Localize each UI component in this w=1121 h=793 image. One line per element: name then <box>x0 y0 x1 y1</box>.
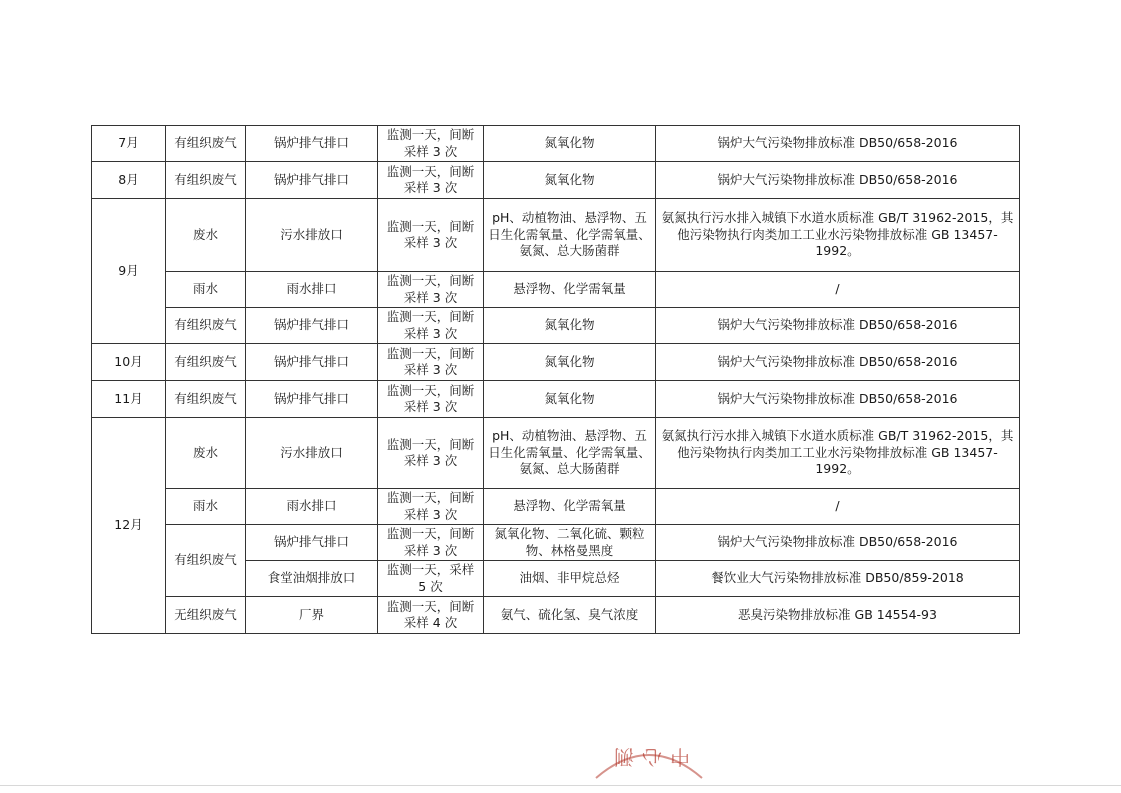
point-cell: 雨水排口 <box>246 272 378 308</box>
standard-cell: 锅炉大气污染物排放标准 DB50/658-2016 <box>656 381 1020 418</box>
frequency-cell: 监测一天，间断采样 3 次 <box>378 489 484 525</box>
category-cell: 废水 <box>166 418 246 489</box>
table-row <box>92 162 1020 199</box>
items-cell: 氮氧化物 <box>484 308 656 344</box>
category-cell: 有组织废气 <box>166 162 246 199</box>
standard-cell: / <box>656 272 1020 308</box>
standard-cell: 恶臭污染物排放标准 GB 14554-93 <box>656 597 1020 634</box>
table-row <box>92 418 1020 489</box>
frequency-cell: 监测一天，间断采样 3 次 <box>378 162 484 199</box>
point-cell: 厂界 <box>246 597 378 634</box>
table-row <box>92 344 1020 381</box>
seal-text: 中心测 <box>606 745 690 769</box>
standard-cell: 锅炉大气污染物排放标准 DB50/658-2016 <box>656 126 1020 162</box>
point-cell: 食堂油烟排放口 <box>246 561 378 597</box>
standard-cell: / <box>656 489 1020 525</box>
frequency-cell: 监测一天，间断采样 3 次 <box>378 381 484 418</box>
table-row <box>92 597 1020 634</box>
category-cell: 无组织废气 <box>166 597 246 634</box>
category-cell: 废水 <box>166 199 246 272</box>
items-cell: pH、动植物油、悬浮物、五日生化需氧量、化学需氧量、氨氮、总大肠菌群 <box>484 199 656 272</box>
point-cell: 锅炉排气排口 <box>246 344 378 381</box>
category-cell: 雨水 <box>166 272 246 308</box>
point-cell: 污水排放口 <box>246 199 378 272</box>
frequency-cell: 监测一天，采样 5 次 <box>378 561 484 597</box>
items-cell: 油烟、非甲烷总烃 <box>484 561 656 597</box>
standard-cell: 锅炉大气污染物排放标准 DB50/658-2016 <box>656 525 1020 561</box>
point-cell: 锅炉排气排口 <box>246 525 378 561</box>
frequency-cell: 监测一天，间断采样 3 次 <box>378 199 484 272</box>
items-cell: pH、动植物油、悬浮物、五日生化需氧量、化学需氧量、氨氮、总大肠菌群 <box>484 418 656 489</box>
category-cell: 雨水 <box>166 489 246 525</box>
table-row <box>92 308 1020 344</box>
category-cell: 有组织废气 <box>166 344 246 381</box>
items-cell: 氮氧化物 <box>484 344 656 381</box>
items-cell: 氮氧化物 <box>484 162 656 199</box>
frequency-cell: 监测一天，间断采样 3 次 <box>378 308 484 344</box>
seal-stamp <box>590 738 708 780</box>
frequency-cell: 监测一天，间断采样 3 次 <box>378 344 484 381</box>
standard-cell: 氨氮执行污水排入城镇下水道水质标准 GB/T 31962-2015，其他污染物执行肉类加工工业水污染物排放标准 GB 13457-1992。 <box>656 199 1020 272</box>
standard-cell: 锅炉大气污染物排放标准 DB50/658-2016 <box>656 344 1020 381</box>
category-cell: 有组织废气 <box>166 381 246 418</box>
table-row <box>92 489 1020 525</box>
point-cell: 锅炉排气排口 <box>246 162 378 199</box>
table-row <box>92 126 1020 162</box>
standard-cell: 锅炉大气污染物排放标准 DB50/658-2016 <box>656 308 1020 344</box>
monitoring-plan-table <box>91 125 1020 634</box>
items-cell: 氮氧化物、二氧化硫、颗粒物、林格曼黑度 <box>484 525 656 561</box>
point-cell: 锅炉排气排口 <box>246 308 378 344</box>
point-cell: 污水排放口 <box>246 418 378 489</box>
frequency-cell: 监测一天，间断采样 3 次 <box>378 126 484 162</box>
category-cell: 有组织废气 <box>166 308 246 344</box>
frequency-cell: 监测一天，间断采样 3 次 <box>378 525 484 561</box>
frequency-cell: 监测一天，间断采样 3 次 <box>378 418 484 489</box>
frequency-cell: 监测一天，间断采样 4 次 <box>378 597 484 634</box>
table-row <box>92 199 1020 272</box>
items-cell: 氮氧化物 <box>484 126 656 162</box>
point-cell: 锅炉排气排口 <box>246 381 378 418</box>
month-cell: 12月 <box>92 418 166 634</box>
frequency-cell: 监测一天，间断采样 3 次 <box>378 272 484 308</box>
table-row <box>92 381 1020 418</box>
month-cell: 11月 <box>92 381 166 418</box>
table-row <box>92 525 1020 561</box>
page-bottom-divider <box>0 785 1121 786</box>
table-row <box>92 272 1020 308</box>
point-cell: 锅炉排气排口 <box>246 126 378 162</box>
standard-cell: 餐饮业大气污染物排放标准 DB50/859-2018 <box>656 561 1020 597</box>
items-cell: 氮氧化物 <box>484 381 656 418</box>
standard-cell: 氨氮执行污水排入城镇下水道水质标准 GB/T 31962-2015，其他污染物执行肉类加工工业水污染物排放标准 GB 13457-1992。 <box>656 418 1020 489</box>
items-cell: 悬浮物、化学需氧量 <box>484 272 656 308</box>
category-cell: 有组织废气 <box>166 126 246 162</box>
month-cell: 7月 <box>92 126 166 162</box>
month-cell: 8月 <box>92 162 166 199</box>
items-cell: 悬浮物、化学需氧量 <box>484 489 656 525</box>
month-cell: 10月 <box>92 344 166 381</box>
standard-cell: 锅炉大气污染物排放标准 DB50/658-2016 <box>656 162 1020 199</box>
category-cell: 有组织废气 <box>166 525 246 597</box>
items-cell: 氨气、硫化氢、臭气浓度 <box>484 597 656 634</box>
month-cell: 9月 <box>92 199 166 344</box>
point-cell: 雨水排口 <box>246 489 378 525</box>
